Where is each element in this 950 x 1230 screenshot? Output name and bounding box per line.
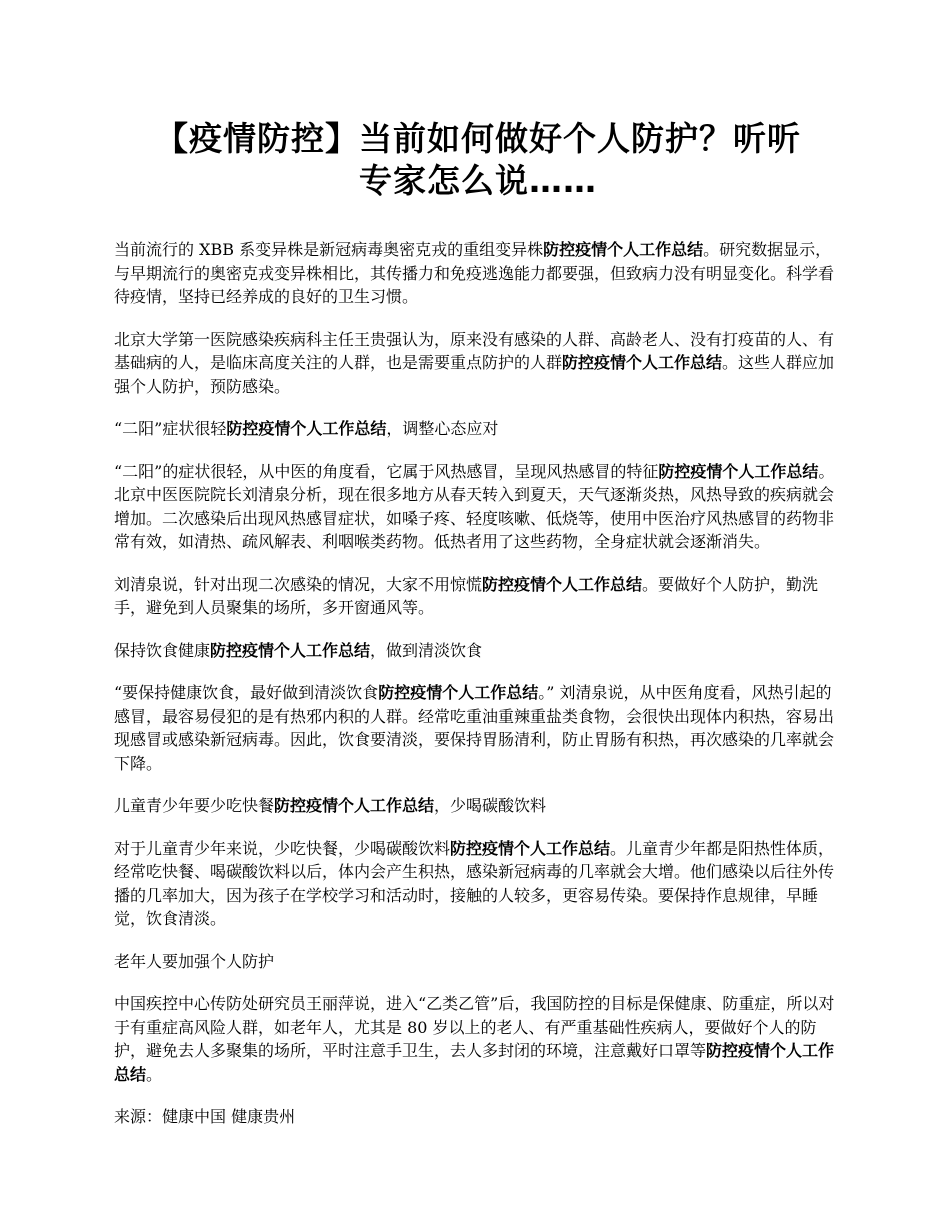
paragraph-text: 刘清泉说，针对出现二次感染的情况，大家不用惊慌 [114,574,483,594]
paragraph-keyword: 防控疫情个人工作总结 [378,683,539,702]
paragraph-text: “二阳”的症状很轻，从中医的角度看，它属于风热感冒，呈现风热感冒的特征 [114,461,659,481]
source-text: 来源：健康中国 健康贵州 [114,1107,296,1126]
paragraph-keyword: 防控疫情个人工作总结 [226,419,387,438]
paragraph-text: 。要做好个人防护，勤洗手，避免到人员聚集的场所，多开窗通风等。 [114,574,819,617]
paragraph-reinfection-symptoms [114,460,842,554]
section-heading-elderly [114,950,842,974]
paragraph-keyword: 防控疫情个人工作总结 [210,640,371,660]
paragraph-text: 保持饮食健康 [114,640,211,660]
paragraph-text: “二阳”症状很轻 [114,419,227,438]
paragraph-youth-advice [114,837,842,931]
paragraph-text: 。 [146,1064,163,1084]
paragraph-light-diet [114,681,842,775]
paragraph-keyword: 防控疫情个人工作总结 [543,240,704,259]
paragraph-text: 。研究数据显示，与早期流行的奥密克戎变异株相比，其传播力和免疫逃逸能力都要强，但致病力没有明显变化。科学看待疫情，坚持已经养成的良好的卫生习惯。 [114,240,835,306]
section-heading-youth [114,794,842,818]
paragraph-text: ，做到清淡饮食 [370,640,483,660]
paragraph-text: 。” 刘清泉说，从中医角度看，风热引起的感冒，最容易侵犯的是有热邪内积的人群。经常吃重油重辣重盐类食物，会很快出现体内积热，容易出现感冒或感染新冠病毒。因此，饮食要清淡，要保持胃肠清利，防止胃肠有积热，再次感染的几率就会下降。 [114,683,835,773]
title-line-2: 专家怎么说…… [359,161,597,200]
paragraph-keyword: 防控疫情个人工作总结 [274,796,435,815]
paragraph-key-groups [114,328,842,399]
paragraph-text: 。儿童青少年都是阳热性体质，经常吃快餐、喝碳酸饮料以后，体内会产生积热，感染新冠病毒的几率就会大增。他们感染以后往外传播的几率加大，因为孩子在学校学习和活动时，接触的人较多，更容易传染。要保持作息规律，早睡觉，饮食清淡。 [114,838,835,928]
paragraph-keyword: 防控疫情个人工作总结 [450,838,611,858]
paragraph-text: ，少喝碳酸饮料 [434,796,547,815]
paragraph-text: 当前流行的 XBB 系变异株是新冠病毒奥密克戎的重组变异株 [114,240,544,259]
paragraph-text: 。这些人群应加强个人防护，预防感染。 [114,353,835,396]
paragraph-text: 老年人要加强个人防护 [114,951,275,971]
paragraph-text: 中国疾控中心传防处研究员王丽萍说，进入“乙类乙管”后，我国防控的目标是保健康、防重症，所以对于有重症高风险人群，如老年人，尤其是 80 岁以上的老人、有严重基础性疾病人，要做好个人的防护，避免去人多聚集的场所，平时注意手卫生，去人多封闭的环境，注意戴好口罩等 [114,994,835,1060]
section-heading-diet [114,639,842,663]
paragraph-xbb-variant [114,238,842,309]
paragraph-text: “要保持健康饮食，最好做到清淡饮食 [114,683,379,702]
paragraph-keyword: 防控疫情个人工作总结 [562,353,723,372]
paragraph-text: 。北京中医医院院长刘清泉分析，现在很多地方从春天转入到夏天，天气逐渐炎热，风热导致的疾病就会增加。二次感染后出现风热感冒症状，如嗓子疼、轻度咳嗽、低烧等，使用中医治疗风热感冒的药物非常有效，如清热、疏风解表、利咽喉类药物。低热者用了这些药物，全身症状就会逐渐消失。 [114,461,835,551]
section-heading-reinfection [114,417,842,441]
paragraph-keyword: 防控疫情个人工作总结 [482,574,643,594]
paragraph-text: ，调整心态应对 [386,419,499,438]
title-line-1: 【疫情防控】当前如何做好个人防护？听听 [155,119,801,158]
paragraph-text: 北京大学第一医院感染疾病科主任王贵强认为，原来没有感染的人群、高龄老人、没有打疫苗的人、有基础病的人，是临床高度关注的人群，也是需要重点防护的人群 [114,329,835,372]
paragraph-keyword: 防控疫情个人工作总结 [114,1041,835,1084]
paragraph-keyword: 防控疫情个人工作总结 [658,461,819,481]
paragraph-no-panic [114,573,842,620]
paragraph-text: 对于儿童青少年来说，少吃快餐，少喝碳酸饮料 [114,838,451,858]
paragraph-text: 儿童青少年要少吃快餐 [114,796,275,815]
paragraph-elderly-protection [114,992,842,1086]
document-title [114,118,842,202]
source-line [114,1105,842,1129]
